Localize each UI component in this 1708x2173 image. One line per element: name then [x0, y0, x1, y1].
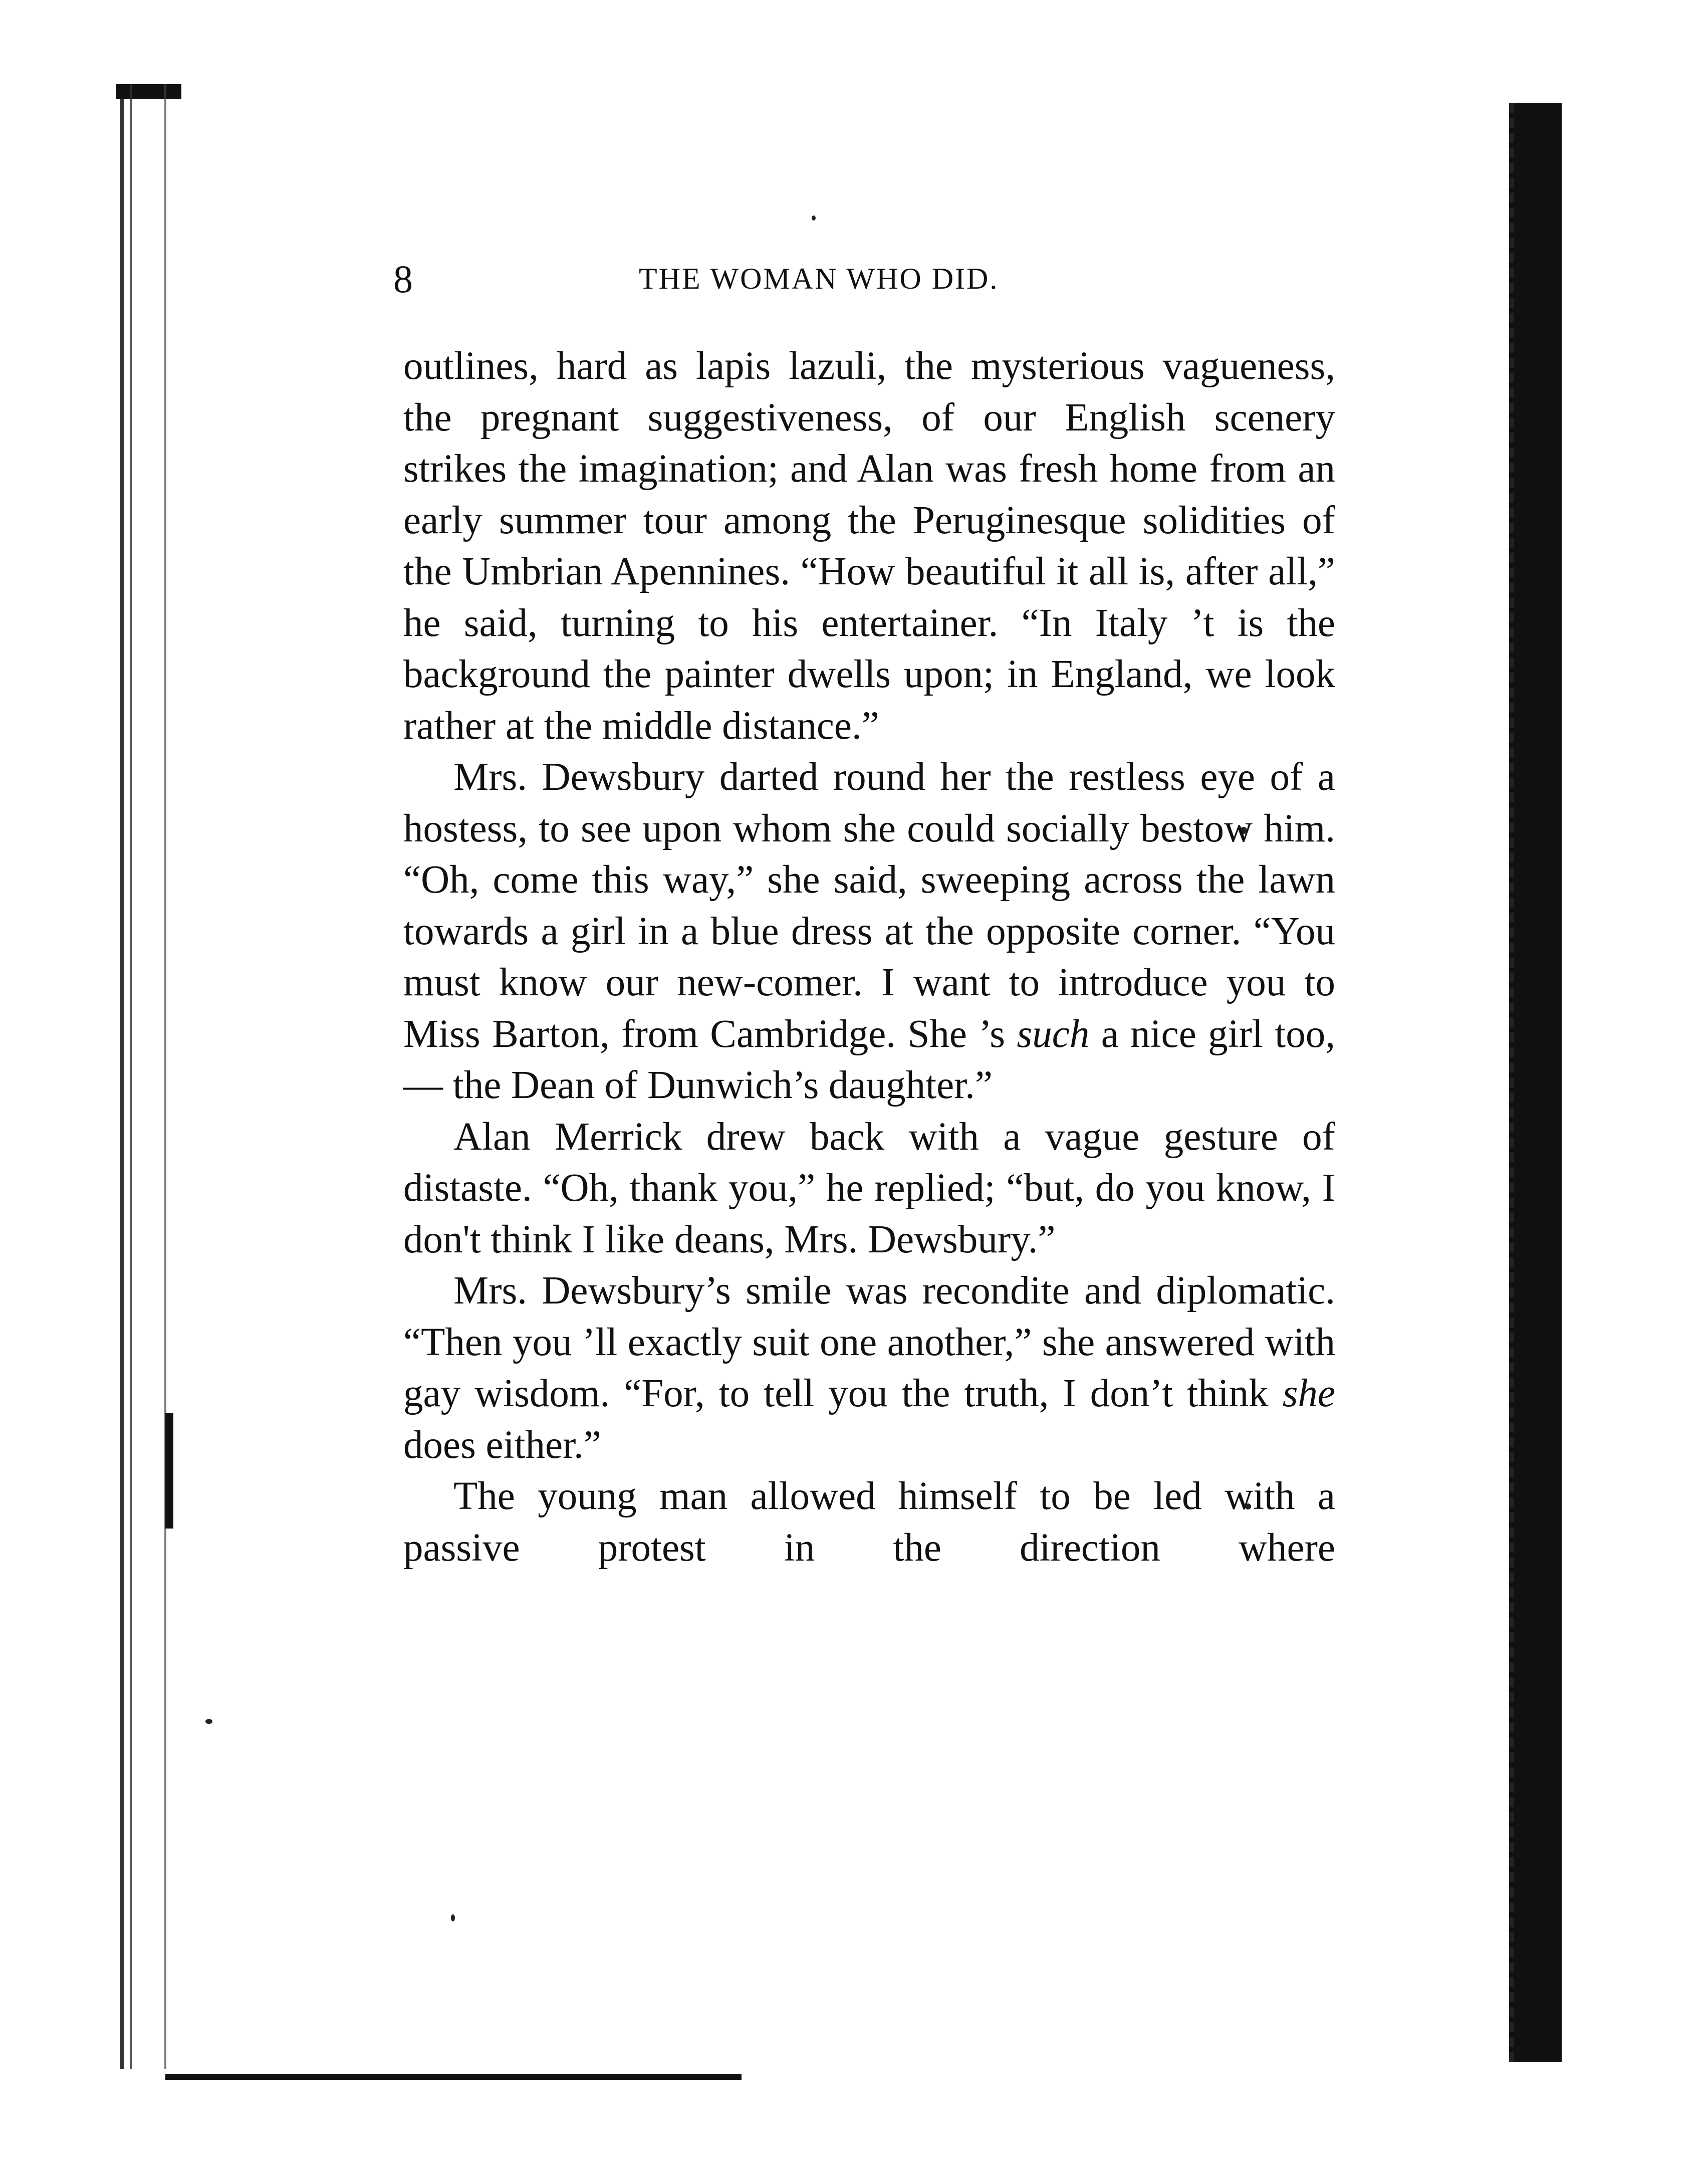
speck-mark — [205, 1719, 212, 1724]
running-title: THE WOMAN WHO DID. — [639, 262, 999, 295]
page-edge-left-inner — [164, 84, 173, 2069]
paragraph: The young man allowed himself to be led with a passive protest in the direction where — [403, 1474, 1335, 1570]
page-edge-bottom — [165, 2074, 742, 2080]
paragraph — [403, 752, 1335, 1112]
page-edge-left-mark — [165, 1413, 173, 1529]
page-edge-right — [1509, 103, 1562, 2062]
paragraph-text: a nice girl too, — the Dean of Dunwich’s daughter.” — [403, 1012, 1335, 1107]
paragraph-text: does either.” — [403, 1423, 601, 1467]
paragraph: Alan Merrick drew back with a vague gesture of distaste. “Oh, thank you,” he replied; “but, do you know, I don't think I like deans, Mrs. Dewsbury.” — [403, 1115, 1335, 1261]
paragraph-text: Mrs. Dewsbury’s smile was recondite and diplomatic. “Then you ’ll exactly suit one another,” she answered with gay wisdom. “For, to tell you the truth, I don’t think — [403, 1269, 1335, 1415]
paragraph: outlines, hard as lapis lazuli, the mysterious vagueness, the pregnant suggestiveness, of our English scenery strikes the imagination; and Alan was fresh home from an early summer tour among the Peruginesque solidities of the Umbrian Apennines. “How beautiful it all is, after all,” he said, turning to his entertainer. “In Italy ’t is the background the painter dwells upon; in England, we look rather at the middle distance.” — [403, 344, 1335, 748]
body-text — [403, 341, 1335, 1574]
emphasis-text: such — [1017, 1012, 1090, 1056]
page-edge-left — [120, 84, 134, 2069]
paragraph — [403, 1265, 1335, 1471]
speck-mark — [451, 1914, 455, 1921]
emphasis-text: she — [1282, 1372, 1335, 1415]
speck-mark — [812, 215, 816, 221]
paragraph-text: Mrs. Dewsbury darted round her the restless eye of a hostess, to see upon whom she could socially bestow him. “Oh, come this way,” she said, sweeping across the lawn towards a girl in a blue dress at the opposite corner. “You must know our new-comer. I want to introduce you to Miss Barton, from Cambridge. She ’s — [403, 755, 1335, 1056]
page-number: 8 — [393, 257, 413, 301]
